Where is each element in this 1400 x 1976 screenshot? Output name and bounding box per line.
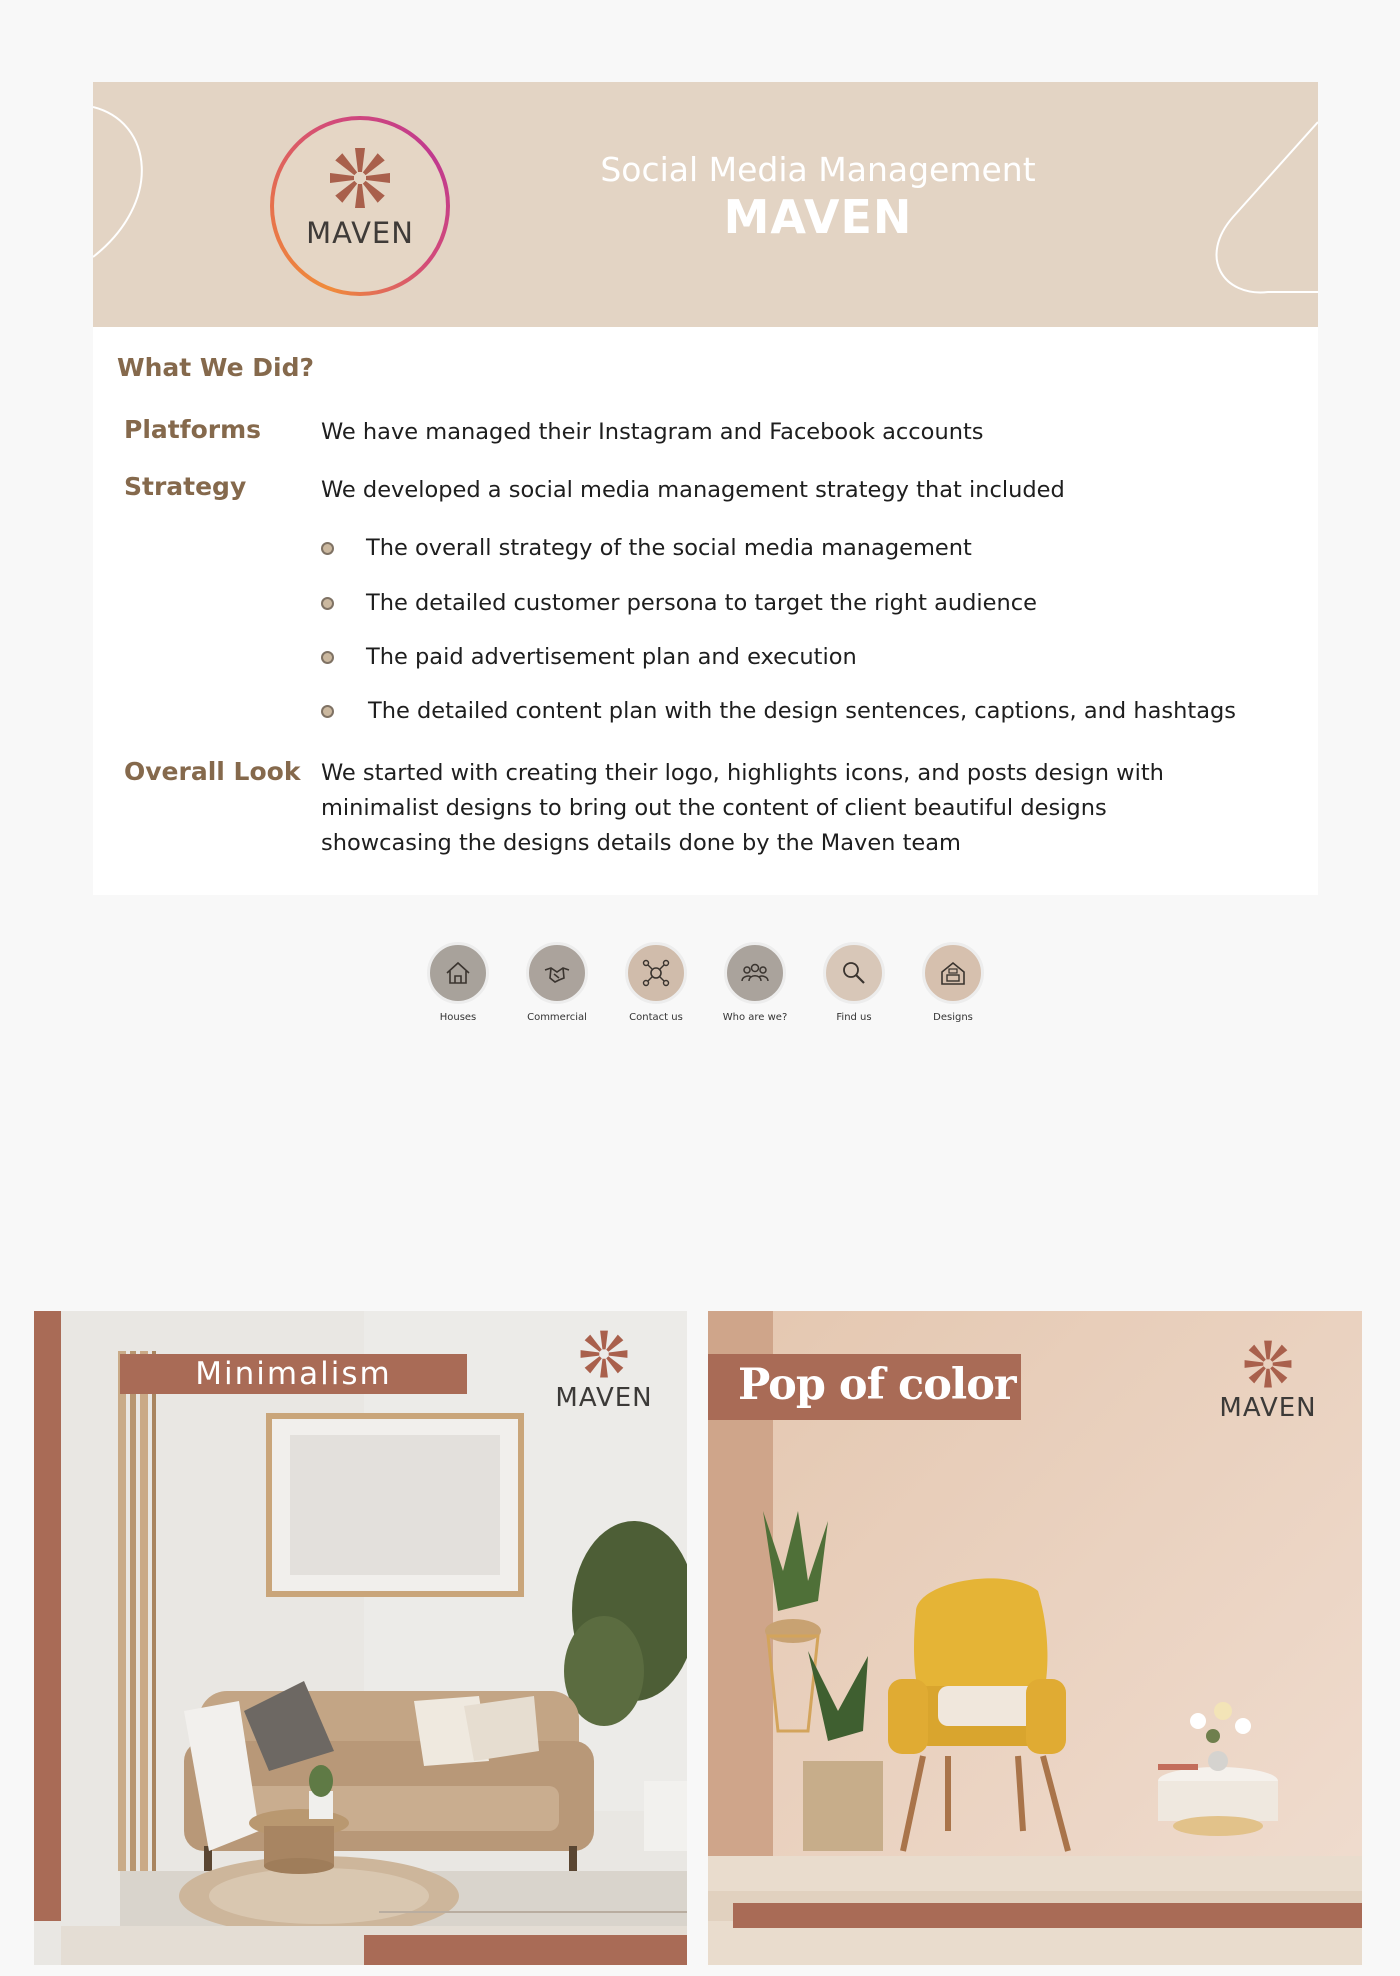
page-title: Social Media Management [600,150,1036,189]
post-pop-of-color [708,1311,1362,1965]
overall-line: We started with creating their logo, highlights icons, and posts design with [321,760,1164,786]
maven-star-icon [328,146,392,210]
highlight-commercial[interactable] [517,942,597,1023]
bullet-icon [321,542,334,555]
post-logo [544,1329,664,1413]
banner-title [563,150,1073,244]
interior-icon [938,958,968,988]
logo-wordmark: MAVEN [306,216,414,250]
highlight-circle[interactable] [823,942,885,1004]
network-icon [641,958,671,988]
highlights-row [0,942,1400,1032]
list-item-text: The detailed customer persona to target the right audience [366,590,1037,616]
highlight-label: Houses [439,1012,477,1023]
highlight-label: Designs [933,1012,973,1023]
list-item-text: The detailed content plan with the design sentences, captions, and hashtags [368,698,1236,724]
highlight-label: Commercial [527,1012,587,1023]
post-minimalism [34,1311,687,1965]
house-icon [443,958,473,988]
highlight-designs[interactable] [913,942,993,1023]
overall-line: showcasing the designs details done by the Maven team [321,830,961,856]
highlight-find-us[interactable] [814,942,894,1023]
list-item-text: The overall strategy of the social media management [366,535,972,561]
highlight-who-are-we[interactable] [715,942,795,1023]
highlight-contact[interactable] [616,942,696,1023]
bullet-icon [321,705,334,718]
highlight-houses[interactable] [418,942,498,1023]
handshake-icon [542,958,572,988]
header-banner [93,82,1318,327]
overall-look-label: Overall Look [124,757,301,786]
post-tag-minimalism: Minimalism [120,1354,467,1394]
overall-look-text [321,756,1164,861]
highlight-circle[interactable] [922,942,984,1004]
bullet-icon [321,651,334,664]
strategy-text: We developed a social media management strategy that included [321,477,1065,503]
highlight-circle[interactable] [724,942,786,1004]
post-tag-pop-of-color: Pop of color [708,1354,1021,1420]
maven-star-icon [579,1329,629,1379]
list-item-text: The paid advertisement plan and execution [366,644,857,670]
maven-logo [270,116,450,296]
platforms-text: We have managed their Instagram and Facebook accounts [321,419,984,445]
brand-name: MAVEN [723,190,913,244]
post-logo-word: MAVEN [555,1383,653,1413]
platforms-label: Platforms [124,415,262,444]
team-icon [740,958,770,988]
highlight-label: Contact us [629,1012,683,1023]
bullet-icon [321,597,334,610]
highlight-circle[interactable] [625,942,687,1004]
post-logo [1208,1339,1328,1423]
maven-star-icon [1243,1339,1293,1389]
post-logo-word: MAVEN [1219,1393,1317,1423]
content-card [93,327,1318,895]
highlight-label: Find us [836,1012,872,1023]
strategy-label: Strategy [124,472,247,501]
overall-line: minimalist designs to bring out the content of client beautiful designs [321,795,1107,821]
highlight-circle[interactable] [427,942,489,1004]
highlight-circle[interactable] [526,942,588,1004]
highlight-label: Who are we? [722,1012,788,1023]
section-heading: What We Did? [117,353,314,382]
search-icon [839,958,869,988]
